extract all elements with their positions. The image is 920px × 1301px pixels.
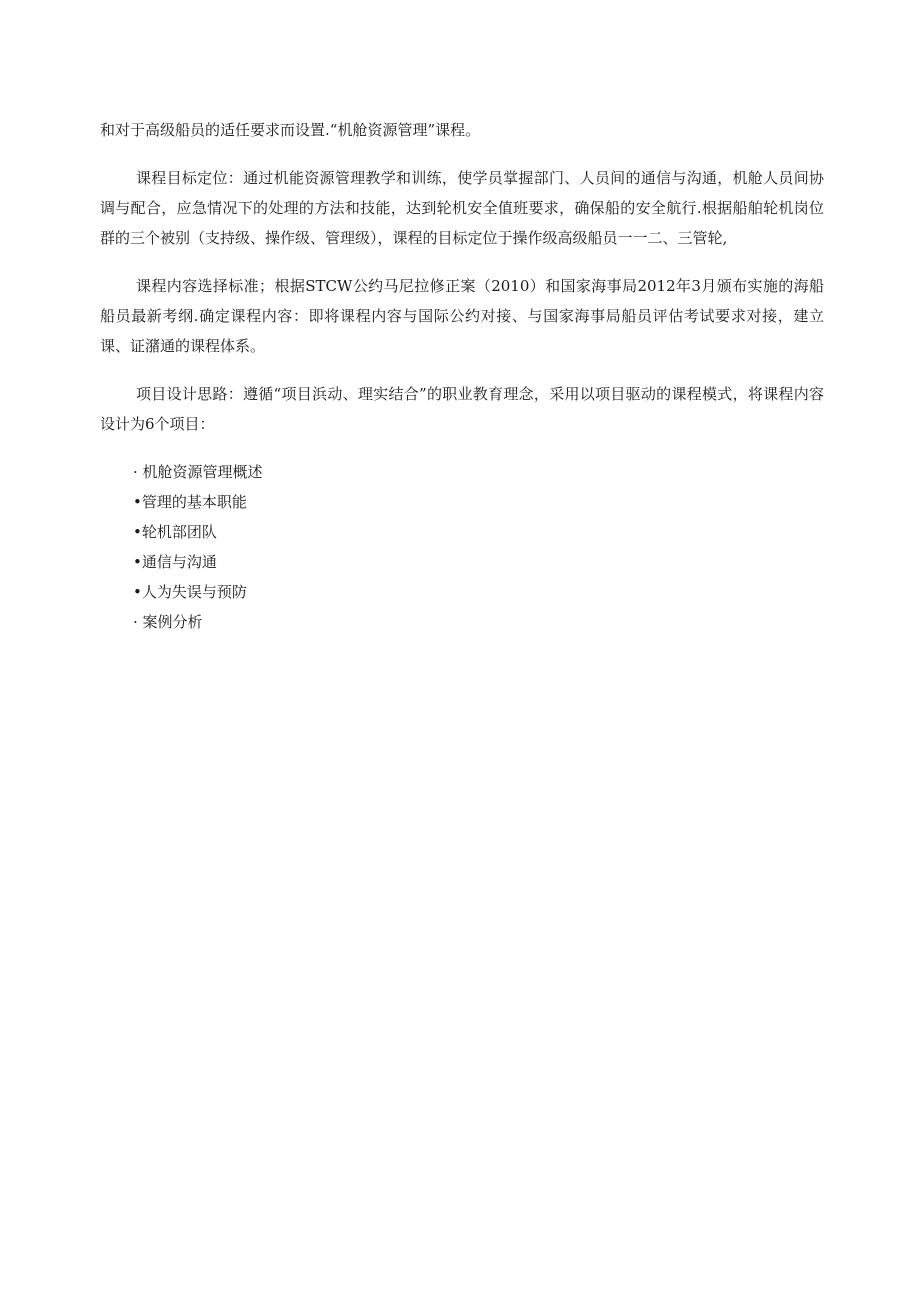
document-body <box>100 115 824 637</box>
paragraph-continuation: 和对于高级船员的适任要求而设置.“机舱资源管理”课程。 <box>100 121 481 139</box>
paragraph-content-standard: 课程内容选择标准；根据STCW公约马尼拉修正案（2010）和国家海事局2012年3月颁布实施的海船船员最新考纲.确定课程内容：即将课程内容与国际公约对接、与国家海事局船员评估考试要求对接，建立课、证潴通的课程体系。 <box>100 277 824 355</box>
paragraph-project-design: 项目设计思路：遵循“项目浜动、理实结合”的职业教育理念，采用以项目驱动的课程模式，将课程内容设计为6个项目： <box>100 385 824 433</box>
list-item: •管理的基本职能 <box>133 493 247 511</box>
paragraph-course-goal: 课程目标定位：通过机能资源管理教学和训练，使学员掌握部门、人员间的通信与沟通，机舱人员间协调与配合，应急情况下的处理的方法和技能，达到轮机安全值班要求，确保船的安全航行.根据船舶轮机岗位群的三个被别（支持级、操作级、管理级），课程的目标定位于操作级高级船员一一二、三管轮, <box>100 169 824 247</box>
list-item: · 机舱资源管理概述 <box>133 463 263 481</box>
list-item: · 案例分析 <box>133 613 203 631</box>
list-item: •通信与沟通 <box>133 553 217 571</box>
project-list <box>100 457 824 637</box>
list-item: •人为失误与预防 <box>133 583 247 601</box>
list-item: •轮机部团队 <box>133 523 217 541</box>
